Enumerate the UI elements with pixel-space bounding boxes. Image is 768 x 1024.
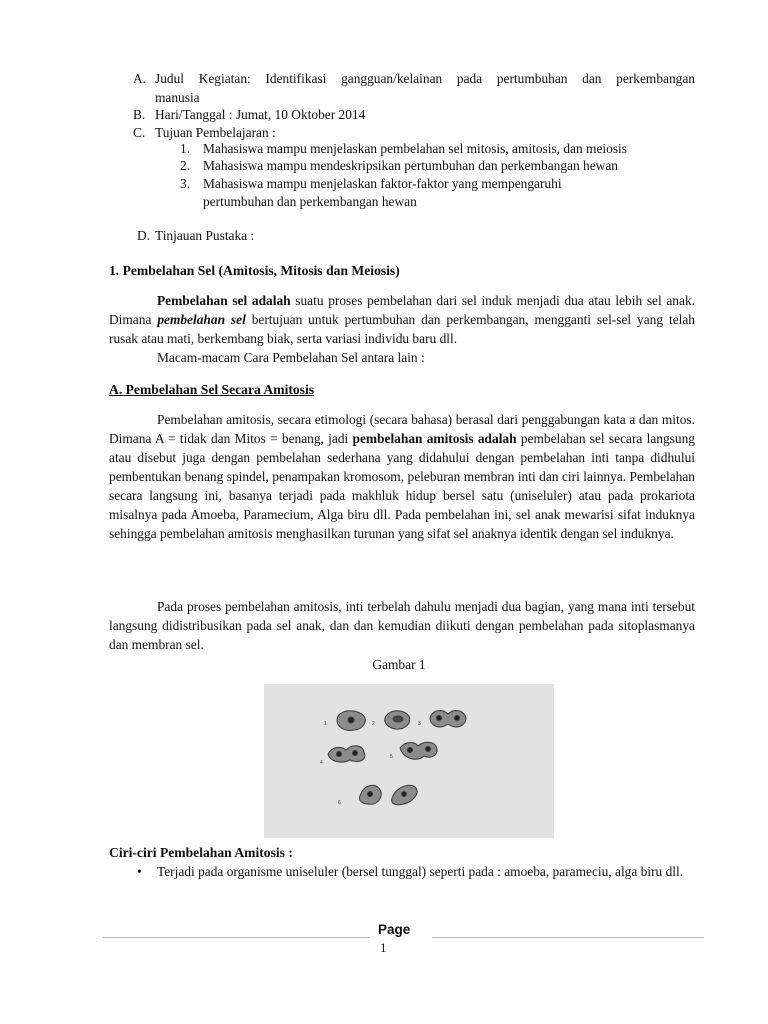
objective-item-cont: pertumbuhan dan perkembangan hewan — [203, 194, 417, 209]
page-number: 1 — [380, 940, 387, 955]
tinjauan-pustaka: Tinjauan Pustaka : — [155, 228, 255, 243]
footer-rule-right — [432, 937, 704, 938]
figure-label: 4 — [320, 760, 323, 766]
text-run: pembelahan sel secara langsung atau disebut juga dengan pembelahan sederhana yang didahului dengan pembelahan inti tanpa didhului pembentukan benang spindel, penampakan kromosom, peleburan membran inti dan ciri lainnya. Pembelahan secara langsung ini, basanya terjadi pada makhluk hidup bersel satu (uniseluler) atau pada prokariota misalnya pada Amoeba, Paramecium, Alga biru dll. Pada pembelahan ini, sel anak mewarisi sifat induknya sehingga pembelahan amitosis menghasilkan turunan yang sifat sel anaknya identik dengan sel induknya. — [109, 431, 695, 541]
nucleus — [348, 717, 354, 723]
objective-item: Mahasiswa mampu menjelaskan faktor-faktor yang mempengaruhi — [203, 176, 562, 191]
objective-number: 3. — [180, 176, 191, 191]
section-heading: 1. Pembelahan Sel (Amitosis, Mitosis dan Meiosis) — [109, 263, 400, 278]
nucleus — [353, 751, 358, 756]
section-heading: A. Pembelahan Sel Secara Amitosis — [109, 382, 315, 397]
paragraph — [109, 410, 695, 543]
text-run: bertujuan untuk pertumbuhan dan perkembangan, mengganti sel-sel yang telah rusak atau mati, berkembang biak, serta variasi individu baru dll. — [109, 312, 695, 346]
objective-item: Mahasiswa mampu mendeskripsikan pertumbuhan dan perkembangan hewan — [203, 158, 618, 173]
page-label: Page — [378, 922, 411, 937]
amitosis-figure — [264, 684, 554, 838]
nucleus — [455, 716, 460, 721]
list-marker-b: B. — [133, 107, 146, 122]
figure-label: 1 — [324, 721, 327, 727]
figure-caption: Gambar 1 — [372, 657, 426, 672]
paragraph — [109, 291, 695, 348]
footer-rule-left — [103, 937, 370, 938]
judul-kegiatan-line2: manusia — [155, 90, 200, 105]
bullet-item: Terjadi pada organisme uniseluler (bersel tunggal) seperti pada : amoeba, parameciu, alga biru dll. — [157, 864, 684, 879]
bold-italic-term: pembelahan sel — [157, 312, 246, 327]
bold-term: Pembelahan sel adalah — [157, 293, 291, 308]
amitosis-illustration — [264, 684, 554, 838]
figure-label: 6 — [338, 800, 341, 806]
text-run: Pembelahan amitosis, secara etimologi (secara bahasa) berasal dari penggabungan kata a dan mitos. Dimana A = tidak dan Mitos = benang, jadi — [109, 412, 695, 446]
nucleus — [402, 792, 407, 797]
figure-label: 5 — [390, 754, 393, 760]
bold-term: pembelahan amitosis adalah — [352, 431, 517, 446]
nucleus — [426, 747, 431, 752]
objective-number: 1. — [180, 141, 191, 156]
text-run: suatu proses pembelahan dari sel induk menjadi dua atau lebih sel anak. Dimana — [109, 293, 695, 327]
tujuan-pembelajaran: Tujuan Pembelajaran : — [155, 125, 276, 140]
nucleus — [337, 752, 342, 757]
objective-number: 2. — [180, 158, 191, 173]
nucleus — [408, 748, 413, 753]
nucleus — [368, 792, 373, 797]
hari-tanggal: Hari/Tanggal : Jumat, 10 Oktober 2014 — [155, 107, 366, 122]
nucleus — [393, 716, 403, 722]
judul-kegiatan-line1: Judul Kegiatan: Identifikasi gangguan/kelainan pada pertumbuhan dan perkembangan — [155, 71, 695, 86]
nucleus — [437, 716, 442, 721]
list-marker-d: D. — [137, 228, 151, 243]
figure-label: 2 — [372, 721, 375, 727]
figure-label: 3 — [418, 721, 421, 727]
list-marker-c: C. — [133, 125, 146, 140]
cell-shape — [400, 742, 437, 759]
objective-item: Mahasiswa mampu menjelaskan pembelahan sel mitosis, amitosis, dan meiosis — [203, 141, 627, 156]
paragraph: Pada proses pembelahan amitosis, inti terbelah dahulu menjadi dua bagian, yang mana inti tersebut langsung didistribusikan pada sel anak, dan dan kemudian diikuti dengan pembelahan pada sitoplasmanya dan membran sel. — [109, 599, 695, 652]
list-marker-a: A. — [133, 71, 147, 86]
bullet-icon: • — [137, 864, 142, 879]
cell-shape — [328, 746, 365, 762]
cell-shape — [430, 711, 466, 727]
section-heading: Ciri-ciri Pembelahan Amitosis : — [109, 845, 293, 860]
paragraph: Macam-macam Cara Pembelahan Sel antara lain : — [157, 350, 425, 365]
